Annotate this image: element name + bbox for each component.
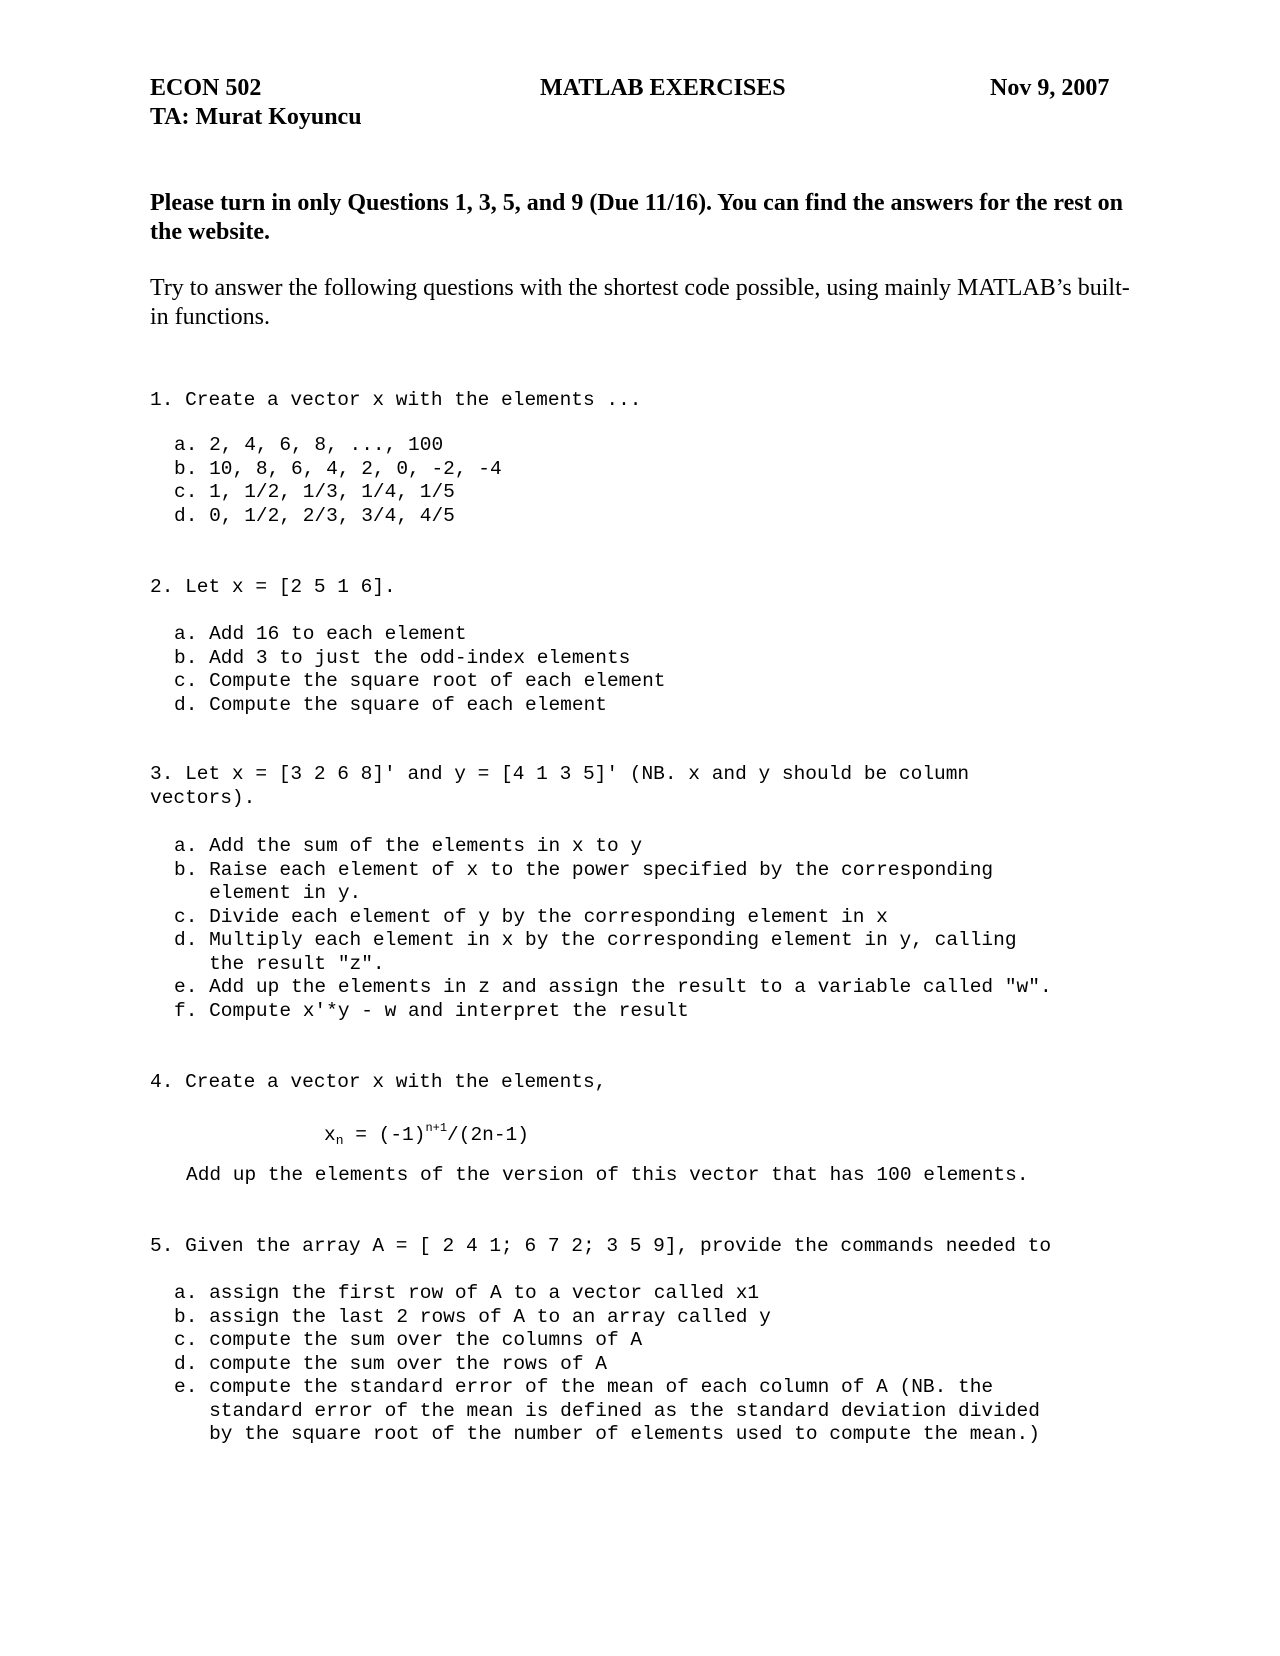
list-item: c. 1, 1/2, 1/3, 1/4, 1/5 bbox=[174, 481, 455, 503]
list-item: a. assign the first row of A to a vector called x1 bbox=[174, 1282, 760, 1304]
question-3-list bbox=[174, 835, 1052, 1023]
list-item: a. 2, 4, 6, 8, ..., 100 bbox=[174, 434, 444, 456]
question-4-note: Add up the elements of the version of this vector that has 100 elements. bbox=[186, 1164, 1029, 1186]
turn-in-instructions: Please turn in only Questions 1, 3, 5, and 9 (Due 11/16). You can find the answers for the rest on the website. bbox=[150, 190, 1123, 245]
question-2-list bbox=[174, 623, 665, 717]
formula-subscript: n bbox=[335, 1133, 344, 1148]
list-item: b. assign the last 2 rows of A to an array called y bbox=[174, 1305, 771, 1328]
list-item: e. Add up the elements in z and assign the result to a variable called "w". bbox=[174, 976, 1052, 998]
list-item: d. Multiply each element in x by the corresponding element in y, calling bbox=[174, 929, 1017, 951]
list-item: b. Raise each element of x to the power specified by the corresponding bbox=[174, 858, 994, 881]
formula-base: = (-1) bbox=[343, 1124, 426, 1146]
prompt-line: vectors). bbox=[150, 786, 256, 809]
question-4-formula bbox=[324, 1117, 529, 1153]
list-item: element in y. bbox=[174, 882, 362, 904]
question-1-list bbox=[174, 434, 502, 528]
ta-name: TA: Murat Koyuncu bbox=[150, 104, 362, 130]
document-title: MATLAB EXERCISES bbox=[540, 75, 786, 101]
list-item: c. compute the sum over the columns of A bbox=[174, 1329, 643, 1351]
list-item: c. Compute the square root of each element bbox=[174, 670, 666, 692]
list-item: f. Compute x'*y - w and interpret the result bbox=[174, 999, 689, 1022]
list-item: b. 10, 8, 6, 4, 2, 0, -2, -4 bbox=[174, 457, 502, 480]
course-code: ECON 502 bbox=[150, 75, 262, 101]
question-1-prompt: 1. Create a vector x with the elements ... bbox=[150, 389, 642, 411]
list-item: d. 0, 1/2, 2/3, 3/4, 4/5 bbox=[174, 504, 455, 527]
list-item: d. compute the sum over the rows of A bbox=[174, 1352, 607, 1375]
list-item: c. Divide each element of y by the corresponding element in x bbox=[174, 905, 888, 928]
document-date: Nov 9, 2007 bbox=[990, 75, 1110, 101]
question-2-prompt: 2. Let x = [2 5 1 6]. bbox=[150, 576, 396, 598]
list-item: d. Compute the square of each element bbox=[174, 693, 607, 716]
list-item: a. Add 16 to each element bbox=[174, 623, 467, 645]
question-4-prompt: 4. Create a vector x with the elements, bbox=[150, 1071, 607, 1093]
list-item: by the square root of the number of elements used to compute the mean.) bbox=[174, 1423, 1040, 1445]
list-item: e. compute the standard error of the mean of each column of A (NB. the bbox=[174, 1376, 994, 1398]
formula-exponent: n+1 bbox=[425, 1121, 448, 1135]
prompt-line: 3. Let x = [3 2 6 8]' and y = [4 1 3 5]' (NB. x and y should be column bbox=[150, 763, 970, 785]
formula-denominator: /(2n-1) bbox=[447, 1124, 529, 1146]
list-item: standard error of the mean is defined as the standard deviation divided bbox=[174, 1399, 1040, 1422]
formula-variable: x bbox=[324, 1124, 336, 1146]
list-item: b. Add 3 to just the odd-index elements bbox=[174, 646, 631, 669]
question-3-prompt bbox=[150, 763, 969, 810]
question-5-prompt: 5. Given the array A = [ 2 4 1; 6 7 2; 3 5 9], provide the commands needed to bbox=[150, 1235, 1052, 1257]
list-item: the result "z". bbox=[174, 952, 385, 975]
general-instructions: Try to answer the following questions with the shortest code possible, using mainly MATLAB’s built-in functions. bbox=[150, 275, 1130, 330]
question-5-list bbox=[174, 1282, 1040, 1447]
list-item: a. Add the sum of the elements in x to y bbox=[174, 835, 643, 857]
